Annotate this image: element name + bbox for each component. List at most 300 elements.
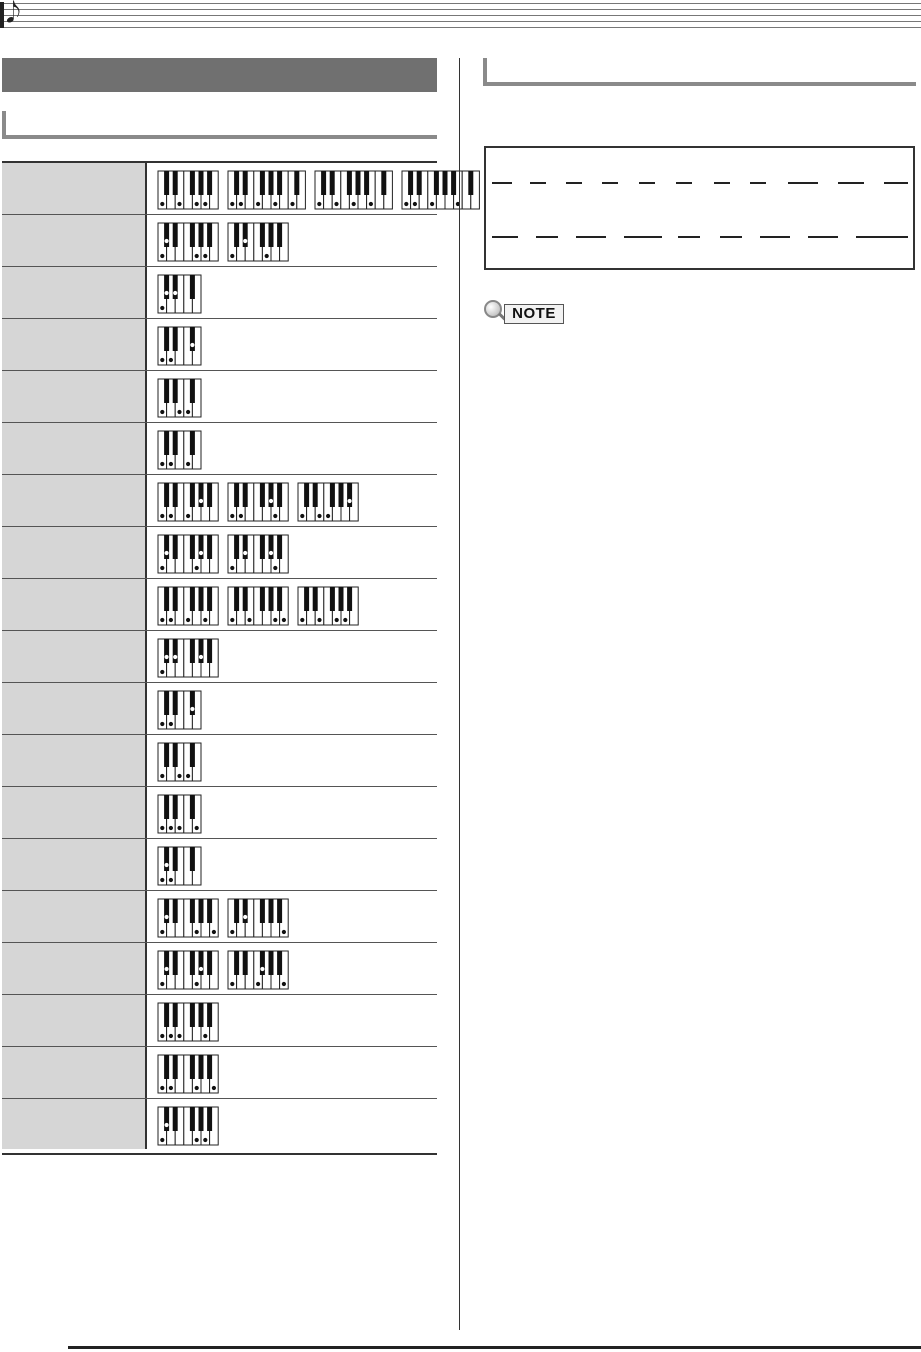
chord-name-cell	[2, 423, 147, 474]
staff-line	[4, 3, 921, 4]
key-marker-dot	[269, 499, 273, 503]
keyboard-diagrams	[157, 482, 359, 522]
black-key	[260, 535, 265, 559]
keyboard-diagram	[297, 482, 359, 522]
key-marker-dot	[256, 982, 260, 986]
segment-dash	[530, 182, 546, 184]
black-key	[164, 483, 169, 507]
key-marker-dot	[265, 254, 269, 258]
key-marker-dot	[160, 566, 164, 570]
key-marker-dot	[352, 202, 356, 206]
keyboard-diagram	[227, 950, 289, 990]
keyboard-diagrams	[157, 170, 480, 210]
chord-name-cell	[2, 631, 147, 682]
key-marker-dot	[334, 202, 338, 206]
black-key	[234, 951, 239, 975]
chord-name-cell	[2, 995, 147, 1046]
key-marker-dot	[190, 707, 194, 711]
black-key	[164, 587, 169, 611]
black-key	[190, 951, 195, 975]
key-marker-dot	[165, 863, 169, 867]
black-key	[190, 327, 195, 351]
key-marker-dot	[317, 514, 321, 518]
black-key	[207, 1003, 212, 1027]
key-marker-dot	[369, 202, 373, 206]
chord-row	[2, 943, 437, 995]
key-marker-dot	[243, 915, 247, 919]
footer-rule	[68, 1346, 921, 1349]
black-key	[269, 483, 274, 507]
chord-row	[2, 735, 437, 787]
black-key	[277, 587, 282, 611]
black-key	[364, 171, 369, 195]
segment-dash	[714, 182, 730, 184]
key-marker-dot	[413, 202, 417, 206]
black-key	[277, 171, 282, 195]
black-key	[313, 587, 318, 611]
black-key	[164, 743, 169, 767]
keyboard-diagram	[227, 170, 306, 210]
black-key	[173, 899, 178, 923]
key-marker-dot	[195, 826, 199, 830]
black-key	[207, 587, 212, 611]
black-key	[164, 275, 169, 299]
chord-name-cell	[2, 527, 147, 578]
black-key	[173, 223, 178, 247]
keyboard-diagram	[157, 326, 202, 366]
segment-dash	[566, 182, 582, 184]
black-key	[207, 1107, 212, 1131]
key-marker-dot	[169, 514, 173, 518]
black-key	[243, 951, 248, 975]
black-key	[321, 171, 326, 195]
chord-row	[2, 1047, 437, 1099]
black-key	[207, 535, 212, 559]
chord-row	[2, 631, 437, 683]
key-marker-dot	[212, 1086, 216, 1090]
black-key	[164, 379, 169, 403]
black-key	[277, 899, 282, 923]
chord-row	[2, 579, 437, 631]
black-key	[173, 483, 178, 507]
keyboard-diagram	[157, 742, 202, 782]
keyboard-diagram	[157, 1054, 219, 1094]
segment-dash	[678, 236, 700, 238]
black-key	[173, 327, 178, 351]
black-key	[173, 1003, 178, 1027]
black-key	[468, 171, 473, 195]
key-marker-dot	[169, 1034, 173, 1038]
black-key	[243, 535, 248, 559]
chord-row	[2, 839, 437, 891]
key-marker-dot	[160, 358, 164, 362]
black-key	[173, 847, 178, 871]
chord-name-cell	[2, 787, 147, 838]
key-marker-dot	[269, 551, 273, 555]
black-key	[408, 171, 413, 195]
black-key	[199, 535, 204, 559]
black-key	[190, 171, 195, 195]
key-marker-dot	[282, 618, 286, 622]
segment-dash	[808, 236, 838, 238]
key-marker-dot	[190, 343, 194, 347]
key-marker-dot	[282, 930, 286, 934]
key-marker-dot	[199, 967, 203, 971]
key-marker-dot	[203, 1034, 207, 1038]
key-marker-dot	[160, 410, 164, 414]
black-key	[381, 171, 386, 195]
key-marker-dot	[404, 202, 408, 206]
key-marker-dot	[239, 202, 243, 206]
key-marker-dot	[239, 514, 243, 518]
black-key	[451, 171, 456, 195]
key-marker-dot	[169, 618, 173, 622]
black-key	[277, 535, 282, 559]
black-key	[190, 1003, 195, 1027]
black-key	[164, 431, 169, 455]
chord-name-cell	[2, 371, 147, 422]
segment-dash	[602, 182, 618, 184]
segment-dash	[624, 236, 662, 238]
key-marker-dot	[195, 566, 199, 570]
black-key	[234, 587, 239, 611]
black-key	[173, 691, 178, 715]
black-key	[190, 587, 195, 611]
black-key	[207, 639, 212, 663]
black-key	[173, 743, 178, 767]
key-marker-dot	[165, 967, 169, 971]
key-marker-dot	[160, 982, 164, 986]
key-marker-dot	[273, 618, 277, 622]
chord-name-cell	[2, 891, 147, 942]
black-key	[173, 379, 178, 403]
key-marker-dot	[165, 915, 169, 919]
staff-line	[4, 9, 921, 10]
black-key	[304, 587, 309, 611]
key-marker-dot	[326, 514, 330, 518]
key-marker-dot	[160, 202, 164, 206]
black-key	[347, 171, 352, 195]
key-marker-dot	[160, 1034, 164, 1038]
key-marker-dot	[177, 202, 181, 206]
segment-dash	[760, 236, 790, 238]
segment-dash	[788, 182, 818, 184]
key-marker-dot	[186, 774, 190, 778]
subsection-header	[2, 111, 437, 139]
keyboard-diagram	[157, 586, 219, 626]
black-key	[269, 535, 274, 559]
black-key	[330, 483, 335, 507]
display-segment-box	[484, 146, 915, 270]
black-key	[207, 171, 212, 195]
key-marker-dot	[160, 514, 164, 518]
chord-row	[2, 891, 437, 943]
chord-name-cell	[2, 1099, 147, 1149]
chord-row	[2, 371, 437, 423]
key-marker-dot	[195, 982, 199, 986]
black-key	[173, 171, 178, 195]
keyboard-diagrams	[157, 794, 202, 834]
keyboard-diagram	[227, 534, 289, 574]
black-key	[190, 639, 195, 663]
black-key	[199, 1055, 204, 1079]
black-key	[164, 691, 169, 715]
black-key	[356, 171, 361, 195]
black-key	[190, 1055, 195, 1079]
keyboard-diagram	[157, 898, 219, 938]
keyboard-diagrams	[157, 690, 202, 730]
black-key	[234, 899, 239, 923]
black-key	[173, 951, 178, 975]
black-key	[294, 171, 299, 195]
key-marker-dot	[195, 1138, 199, 1142]
keyboard-diagram	[157, 222, 219, 262]
key-marker-dot	[199, 655, 203, 659]
key-marker-dot	[195, 1086, 199, 1090]
key-marker-dot	[212, 930, 216, 934]
chord-row	[2, 683, 437, 735]
black-key	[199, 1107, 204, 1131]
black-key	[199, 951, 204, 975]
black-key	[164, 1055, 169, 1079]
black-key	[313, 483, 318, 507]
black-key	[164, 847, 169, 871]
keyboard-diagram	[227, 586, 289, 626]
black-key	[173, 795, 178, 819]
key-marker-dot	[256, 202, 260, 206]
chord-row	[2, 267, 437, 319]
key-marker-dot	[230, 254, 234, 258]
black-key	[199, 899, 204, 923]
chord-name-cell	[2, 1047, 147, 1098]
key-marker-dot	[169, 1086, 173, 1090]
chord-row	[2, 1099, 437, 1149]
key-marker-dot	[160, 1138, 164, 1142]
black-key	[199, 483, 204, 507]
black-key	[269, 223, 274, 247]
key-marker-dot	[230, 202, 234, 206]
key-marker-dot	[177, 410, 181, 414]
chord-name-cell	[2, 943, 147, 994]
chord-name-cell	[2, 215, 147, 266]
black-key	[199, 1003, 204, 1027]
key-marker-dot	[169, 722, 173, 726]
key-marker-dot	[177, 774, 181, 778]
key-marker-dot	[335, 618, 339, 622]
black-key	[173, 1107, 178, 1131]
black-key	[207, 951, 212, 975]
chord-row	[2, 423, 437, 475]
key-marker-dot	[317, 618, 321, 622]
key-marker-dot	[173, 291, 177, 295]
black-key	[190, 379, 195, 403]
keyboard-diagram	[157, 846, 202, 886]
segment-dash	[856, 236, 908, 238]
black-key	[243, 899, 248, 923]
black-key	[330, 587, 335, 611]
key-marker-dot	[260, 967, 264, 971]
key-marker-dot	[169, 878, 173, 882]
key-marker-dot	[199, 499, 203, 503]
black-key	[339, 483, 344, 507]
segment-dash	[884, 182, 908, 184]
keyboard-diagrams	[157, 1054, 219, 1094]
key-marker-dot	[203, 254, 207, 258]
segment-dash	[492, 236, 518, 238]
chord-name-cell	[2, 319, 147, 370]
black-key	[434, 171, 439, 195]
black-key	[173, 639, 178, 663]
key-marker-dot	[186, 618, 190, 622]
column-divider	[459, 58, 460, 1330]
chord-row	[2, 527, 437, 579]
keyboard-diagrams	[157, 846, 202, 886]
key-marker-dot	[160, 774, 164, 778]
key-marker-dot	[195, 930, 199, 934]
key-marker-dot	[165, 551, 169, 555]
black-key	[243, 587, 248, 611]
keyboard-diagrams	[157, 1106, 219, 1146]
black-key	[164, 795, 169, 819]
key-marker-dot	[195, 254, 199, 258]
black-key	[347, 587, 352, 611]
black-key	[277, 951, 282, 975]
key-marker-dot	[160, 878, 164, 882]
keyboard-diagrams	[157, 430, 202, 470]
black-key	[234, 223, 239, 247]
chord-row	[2, 163, 437, 215]
keyboard-diagram	[157, 1106, 219, 1146]
key-marker-dot	[273, 202, 277, 206]
key-marker-dot	[160, 722, 164, 726]
keyboard-diagram	[157, 170, 219, 210]
keyboard-diagram	[297, 586, 359, 626]
chord-row	[2, 319, 437, 371]
black-key	[243, 483, 248, 507]
black-key	[417, 171, 422, 195]
keyboard-diagram	[157, 794, 202, 834]
black-key	[190, 847, 195, 871]
black-key	[260, 483, 265, 507]
keyboard-diagram	[157, 638, 219, 678]
keyboard-diagrams	[157, 378, 202, 418]
key-marker-dot	[273, 566, 277, 570]
key-marker-dot	[290, 202, 294, 206]
segment-dash	[639, 182, 655, 184]
black-key	[234, 483, 239, 507]
keyboard-diagrams	[157, 638, 219, 678]
key-marker-dot	[160, 670, 164, 674]
black-key	[260, 223, 265, 247]
keyboard-diagram	[157, 690, 202, 730]
key-marker-dot	[430, 202, 434, 206]
section-banner	[2, 58, 437, 92]
key-marker-dot	[165, 655, 169, 659]
key-marker-dot	[169, 462, 173, 466]
black-key	[269, 171, 274, 195]
chord-name-cell	[2, 839, 147, 890]
keyboard-diagrams	[157, 898, 289, 938]
black-key	[207, 1055, 212, 1079]
black-key	[190, 275, 195, 299]
key-marker-dot	[160, 618, 164, 622]
black-key	[260, 951, 265, 975]
segment-dash	[720, 236, 742, 238]
keyboard-diagram	[157, 430, 202, 470]
black-key	[260, 171, 265, 195]
key-marker-dot	[243, 239, 247, 243]
chord-name-cell	[2, 683, 147, 734]
black-key	[190, 795, 195, 819]
key-marker-dot	[230, 514, 234, 518]
black-key	[164, 327, 169, 351]
key-marker-dot	[203, 618, 207, 622]
black-key	[207, 483, 212, 507]
eighth-note-icon: 𝅘𝅥𝅮	[6, 0, 21, 29]
keyboard-diagrams	[157, 222, 289, 262]
segment-dash	[492, 182, 512, 184]
black-key	[260, 587, 265, 611]
chord-name-cell	[2, 163, 147, 214]
keyboard-diagram	[401, 170, 480, 210]
black-key	[207, 899, 212, 923]
note-label: NOTE	[504, 304, 564, 324]
black-key	[190, 223, 195, 247]
black-key	[173, 431, 178, 455]
keyboard-diagram	[157, 534, 219, 574]
key-marker-dot	[243, 551, 247, 555]
segment-dash	[676, 182, 692, 184]
keyboard-diagram	[314, 170, 393, 210]
keyboard-diagram	[227, 898, 289, 938]
black-key	[199, 223, 204, 247]
black-key	[277, 223, 282, 247]
subsection-header-right	[483, 58, 916, 86]
key-marker-dot	[160, 306, 164, 310]
key-marker-dot	[282, 982, 286, 986]
black-key	[339, 587, 344, 611]
black-key	[173, 275, 178, 299]
key-marker-dot	[230, 930, 234, 934]
keyboard-diagrams	[157, 274, 202, 314]
key-marker-dot	[230, 618, 234, 622]
key-marker-dot	[300, 514, 304, 518]
chord-name-cell	[2, 267, 147, 318]
staff-line	[4, 15, 921, 16]
black-key	[190, 483, 195, 507]
key-marker-dot	[199, 551, 203, 555]
segment-dash	[838, 182, 864, 184]
key-marker-dot	[247, 618, 251, 622]
chord-name-cell	[2, 475, 147, 526]
black-key	[199, 639, 204, 663]
key-marker-dot	[165, 291, 169, 295]
header-staff	[0, 0, 921, 30]
keyboard-diagram	[157, 1002, 219, 1042]
note-icon	[484, 300, 566, 326]
chord-row	[2, 215, 437, 267]
black-key	[269, 899, 274, 923]
black-key	[234, 171, 239, 195]
staff-line	[4, 21, 921, 22]
black-key	[173, 535, 178, 559]
keyboard-diagram	[157, 274, 202, 314]
segment-dash	[536, 236, 558, 238]
key-marker-dot	[203, 202, 207, 206]
key-marker-dot	[186, 514, 190, 518]
black-key	[164, 899, 169, 923]
black-key	[269, 951, 274, 975]
